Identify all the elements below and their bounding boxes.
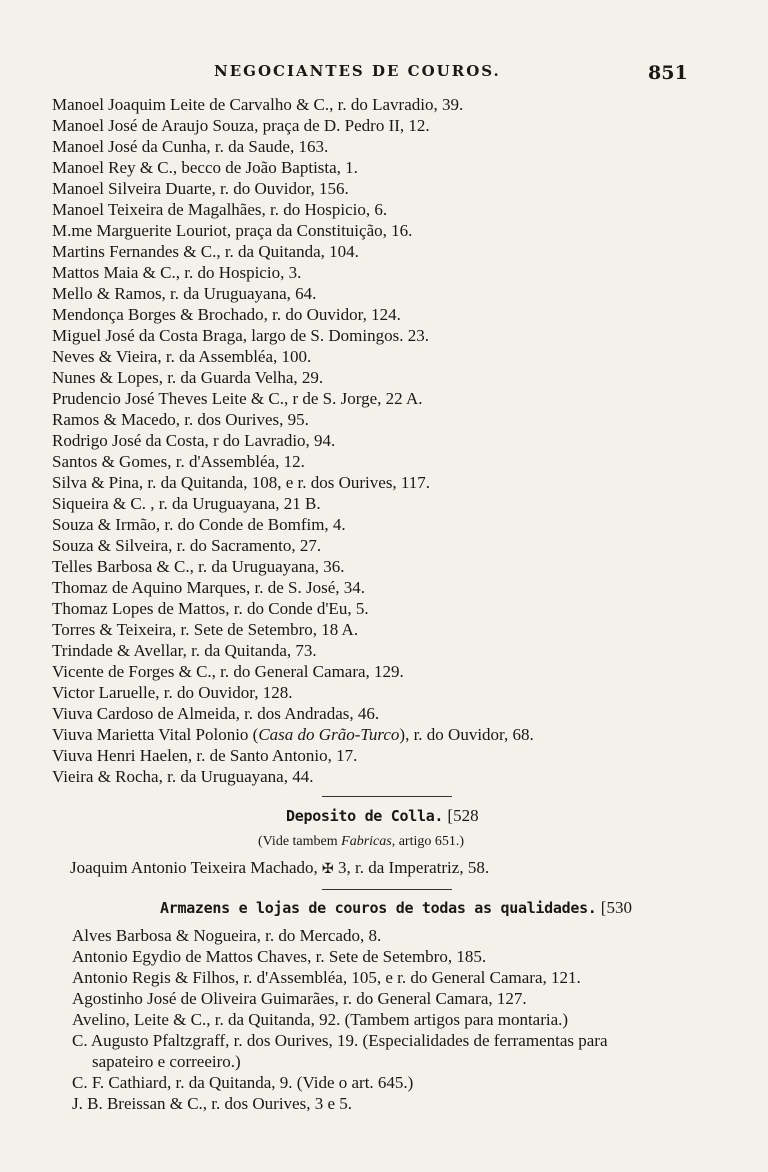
list-item: M.me Marguerite Louriot, praça da Constituição, 16. (52, 221, 413, 240)
list-item: Nunes & Lopes, r. da Guarda Velha, 29. (52, 368, 324, 387)
list-item: Vieira & Rocha, r. da Uruguayana, 44. (52, 767, 314, 786)
divider (322, 889, 452, 890)
list-item: Manoel José da Cunha, r. da Saude, 163. (52, 137, 329, 156)
list-item: Viuva Cardoso de Almeida, r. dos Andradas, 46. (52, 704, 380, 723)
list-item: Silva & Pina, r. da Quitanda, 108, e r. dos Ourives, 117. (52, 473, 431, 492)
list-item: Manoel Joaquim Leite de Carvalho & C., r. do Lavradio, 39. (52, 95, 464, 114)
cross-icon: ✠ (322, 861, 334, 877)
section-title: Armazens e lojas de couros de todas as qualidades. (160, 899, 597, 917)
list-item: Neves & Vieira, r. da Assembléa, 100. (52, 347, 312, 366)
note-text: , artigo 651.) (391, 834, 465, 849)
list-item: Manoel Rey & C., becco de João Baptista, 1. (52, 158, 358, 177)
note-italic-text: Fabricas (341, 834, 392, 849)
running-title: NEGOCIANTES DE COUROS. (214, 62, 501, 80)
list-item: Thomaz de Aquino Marques, r. de S. José, 34. (52, 578, 366, 597)
page-number: 851 (648, 62, 688, 84)
list-item: Rodrigo José da Costa, r do Lavradio, 94. (52, 431, 336, 450)
list-item: Manoel Silveira Duarte, r. do Ouvidor, 156. (52, 179, 349, 198)
note-text: (Vide tambem (258, 834, 342, 849)
list-item: Siqueira & C. , r. da Uruguayana, 21 B. (52, 494, 321, 513)
list-item: Ramos & Macedo, r. dos Ourives, 95. (52, 410, 309, 429)
list-item: J. B. Breissan & C., r. dos Ourives, 3 e 5. (72, 1094, 353, 1113)
list-item: Avelino, Leite & C., r. da Quitanda, 92. (Tambem artigos para montaria.) (72, 1010, 569, 1029)
entry-text: Joaquim Antonio Teixeira Machado, (70, 858, 318, 877)
list-item: Miguel José da Costa Braga, largo de S. Domingos. 23. (52, 326, 429, 345)
section-heading-colla (286, 806, 479, 826)
list-item: Mello & Ramos, r. da Uruguayana, 64. (52, 284, 317, 303)
list-item: Mattos Maia & C., r. do Hospicio, 3. (52, 263, 302, 282)
divider (322, 796, 452, 797)
entry-text: 3, r. da Imperatriz, 58. (338, 858, 490, 877)
section-heading-armazens (160, 898, 632, 918)
list-item: Agostinho José de Oliveira Guimarães, r. do General Camara, 127. (72, 989, 527, 1008)
entry-italic-text: Casa do Grão-Turco (258, 725, 400, 744)
list-item: Prudencio José Theves Leite & C., r de S. Jorge, 22 A. (52, 389, 423, 408)
list-item: Antonio Egydio de Mattos Chaves, r. Sete de Setembro, 185. (72, 947, 487, 966)
list-item: Vicente de Forges & C., r. do General Camara, 129. (52, 662, 404, 681)
list-item (70, 858, 489, 879)
list-item: Antonio Regis & Filhos, r. d'Assembléa, 105, e r. do General Camara, 121. (72, 968, 581, 987)
page-header (0, 62, 768, 90)
section-note (258, 834, 464, 850)
section-title: Deposito de Colla. (286, 807, 444, 825)
entry-text: Viuva Marietta Vital Polonio ( (52, 725, 259, 744)
list-item: Torres & Teixeira, r. Sete de Setembro, 18 A. (52, 620, 359, 639)
section-number: [528 (447, 806, 479, 825)
list-item: C. Augusto Pfaltzgraff, r. dos Ourives, 19. (Especialidades de ferramentas para (72, 1031, 608, 1050)
list-item: Telles Barbosa & C., r. da Uruguayana, 36. (52, 557, 345, 576)
list-item: Thomaz Lopes de Mattos, r. do Conde d'Eu, 5. (52, 599, 369, 618)
list-item: Mendonça Borges & Brochado, r. do Ouvidor, 124. (52, 305, 401, 324)
list-item: Alves Barbosa & Nogueira, r. do Mercado, 8. (72, 926, 382, 945)
list-item: Souza & Irmão, r. do Conde de Bomfim, 4. (52, 515, 346, 534)
list-item: Manoel Teixeira de Magalhães, r. do Hospicio, 6. (52, 200, 388, 219)
list-item: sapateiro e correeiro.) (92, 1052, 241, 1071)
list-item: Souza & Silveira, r. do Sacramento, 27. (52, 536, 322, 555)
list-item: Manoel José de Araujo Souza, praça de D. Pedro II, 12. (52, 116, 430, 135)
list-item: Trindade & Avellar, r. da Quitanda, 73. (52, 641, 317, 660)
list-item: Victor Laruelle, r. do Ouvidor, 128. (52, 683, 293, 702)
list-item: Viuva Henri Haelen, r. de Santo Antonio, 17. (52, 746, 358, 765)
section-number: [530 (600, 898, 632, 917)
list-item (52, 725, 534, 744)
list-item: Martins Fernandes & C., r. da Quitanda, 104. (52, 242, 359, 261)
list-item: C. F. Cathiard, r. da Quitanda, 9. (Vide o art. 645.) (72, 1073, 414, 1092)
list-item: Santos & Gomes, r. d'Assembléa, 12. (52, 452, 305, 471)
entry-text: ), r. do Ouvidor, 68. (399, 725, 534, 744)
